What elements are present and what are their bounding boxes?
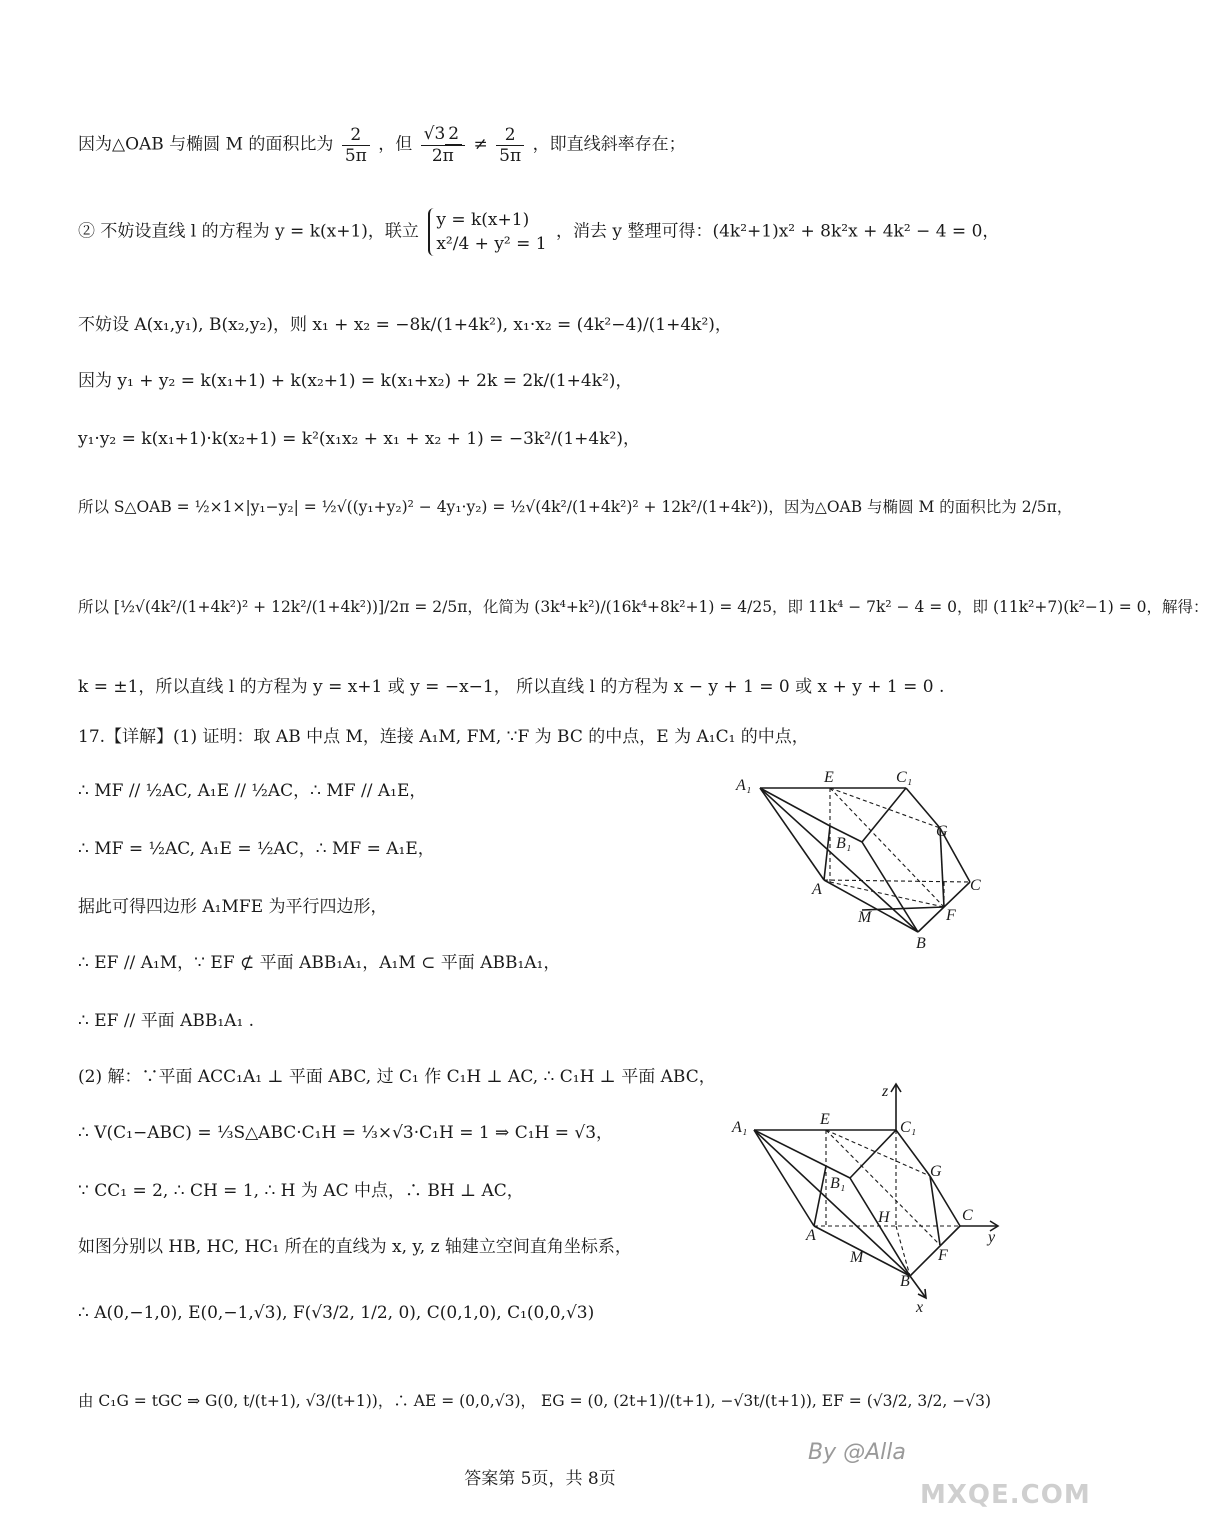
numerator: 2	[342, 125, 370, 146]
label-E: E	[824, 769, 834, 786]
label-x: x	[916, 1299, 924, 1316]
label-B: B	[900, 1273, 910, 1290]
proof-line: ∴ MF = ½AC, A₁E = ½AC，∴ MF = A₁E，	[78, 839, 435, 859]
vectors-line: 由 C₁G = tGC ⇒ G(0, t/(t+1), √3/(t+1))，∴ AE = (0,0,√3)， EG = (0, (2t+1)/(t+1), −√3t/(t+1)), EF = (√3/2, 3/2, −√3)	[78, 1392, 991, 1410]
label-C1: C₁	[900, 1119, 917, 1136]
text-segment: ，即直线斜率存在；	[532, 134, 686, 155]
product-y-line: y₁·y₂ = k(x₁+1)·k(x₂+1) = k²(x₁x₂ + x₁ + x₂ + 1) = −3k²/(1+4k²)，	[78, 429, 640, 449]
system-eq-1: y = k(x+1)	[436, 210, 530, 230]
proof-line: ∴ EF // 平面 ABB₁A₁ .	[78, 1011, 255, 1031]
proof-line: 据此可得四边形 A₁MFE 为平行四边形，	[78, 897, 388, 917]
label-y: y	[988, 1229, 996, 1246]
proof-line: ∴ EF // A₁M，∵ EF ⊄ 平面 ABB₁A₁，A₁M ⊂ 平面 ABB₁A₁，	[78, 953, 561, 973]
fraction	[496, 125, 524, 166]
watermark-text: By @Alla	[808, 1440, 906, 1465]
part2-line: 如图分别以 HB, HC, HC₁ 所在的直线为 x, y, z 轴建立空间直角坐标系，	[78, 1237, 632, 1257]
text-segment: ② 不妨设直线 l 的方程为 y = k(x+1)，联立	[78, 221, 419, 242]
vieta-line: 不妨设 A(x₁,y₁), B(x₂,y₂)，则 x₁ + x₂ = −8k/(1+4k²), x₁·x₂ = (4k²−4)/(1+4k²)，	[78, 315, 732, 335]
label-A1: A₁	[732, 1119, 748, 1136]
prism-figure-2	[730, 1080, 1020, 1320]
simplify-line: 所以 [½√(4k²/(1+4k²)² + 12k²/(1+4k²))]/2π = 2/5π，化简为 (3k⁴+k²)/(16k⁴+8k²+1) = 4/25，即 11k⁴ − 7k² − 4 = 0，即 (11k²+7)(k²−1) = 0，解得：	[78, 598, 1208, 616]
watermark-logo: MXQE.COM	[920, 1480, 1091, 1510]
label-z: z	[882, 1083, 889, 1100]
label-A: A	[812, 881, 822, 898]
label-C1: C₁	[896, 769, 913, 786]
part2-line: ∴ V(C₁−ABC) = ⅓S△ABC·C₁H = ⅓×√3·C₁H = 1 ⇒ C₁H = √3，	[78, 1123, 614, 1143]
label-H: H	[878, 1209, 890, 1226]
label-B1: B₁	[830, 1175, 846, 1192]
label-G: G	[930, 1163, 942, 1180]
proof-line: ∴ MF // ½AC, A₁E // ½AC，∴ MF // A₁E，	[78, 781, 427, 801]
nested-fraction	[421, 124, 465, 166]
label-C: C	[962, 1207, 973, 1224]
numerator: 2	[496, 125, 524, 146]
part2-line: ∵ CC₁ = 2, ∴ CH = 1, ∴ H 为 AC 中点，∴ BH ⊥ AC，	[78, 1181, 524, 1201]
text-segment: 因为△OAB 与椭圆 M 的面积比为	[78, 134, 334, 155]
problem-17-heading: 17.【详解】(1) 证明：取 AB 中点 M，连接 A₁M, FM, ∵F 为 BC 的中点，E 为 A₁C₁ 的中点，	[78, 727, 809, 747]
label-F: F	[946, 907, 956, 924]
coordinates-line: ∴ A(0,−1,0), E(0,−1,√3), F(√3/2, 1/2, 0), C(0,1,0), C₁(0,0,√3)	[78, 1303, 595, 1323]
label-G: G	[936, 823, 948, 840]
system-eq-2: x²/4 + y² = 1	[436, 234, 547, 254]
label-B: B	[916, 935, 926, 952]
label-M: M	[850, 1249, 864, 1266]
text-segment: ，但	[378, 134, 413, 155]
label-A1: A₁	[736, 777, 752, 794]
neq-sign: ≠	[473, 134, 488, 155]
part2-line: (2) 解：∵平面 ACC₁A₁ ⊥ 平面 ABC, 过 C₁ 作 C₁H ⊥ AC, ∴ C₁H ⊥ 平面 ABC，	[78, 1067, 716, 1087]
page-footer: 答案第 5页，共 8页	[464, 1469, 616, 1489]
sqrt-value: √3	[423, 124, 446, 144]
prism-figure-1	[730, 762, 1010, 962]
inner-numerator: 2	[445, 124, 462, 145]
text-segment: ，消去 y 整理可得：(4k²+1)x² + 8k²x + 4k² − 4 = 0，	[556, 221, 1000, 242]
label-M: M	[858, 909, 872, 926]
conclusion-line: k = ±1，所以直线 l 的方程为 y = x+1 或 y = −x−1， 所以直线 l 的方程为 x − y + 1 = 0 或 x + y + 1 = 0 .	[78, 677, 945, 697]
line-equation	[78, 208, 999, 256]
label-A: A	[806, 1227, 816, 1244]
area-ratio-line	[78, 124, 686, 166]
area-line: 所以 S△OAB = ½×1×|y₁−y₂| = ½√((y₁+y₂)² − 4y₁·y₂) = ½√(4k²/(1+4k²)² + 12k²/(1+4k²))，因为△OAB 与椭圆 M 的面积比为 2/5π，	[78, 498, 1073, 516]
denominator: 5π	[344, 145, 367, 166]
denominator: 2π	[431, 146, 454, 166]
denominator: 5π	[499, 145, 522, 166]
numerator	[421, 124, 465, 146]
inner-fraction	[445, 124, 462, 145]
label-E: E	[820, 1111, 830, 1128]
label-B1: B₁	[836, 835, 852, 852]
sum-y-line: 因为 y₁ + y₂ = k(x₁+1) + k(x₂+1) = k(x₁+x₂) + 2k = 2k/(1+4k²)，	[78, 371, 633, 391]
fraction	[342, 125, 370, 166]
label-F: F	[938, 1247, 948, 1264]
equation-system	[428, 208, 546, 256]
label-C: C	[970, 877, 981, 894]
